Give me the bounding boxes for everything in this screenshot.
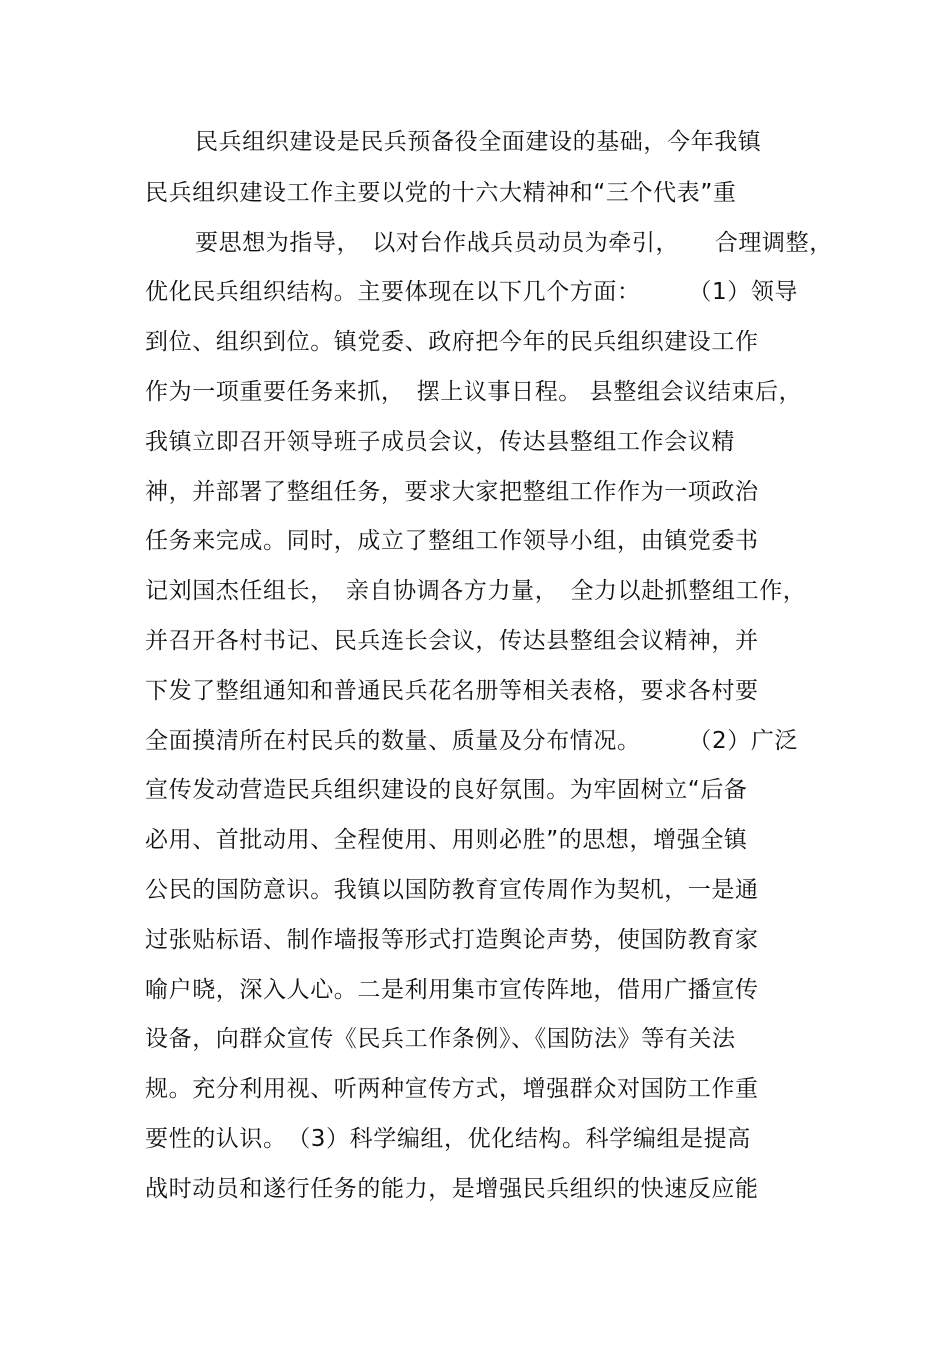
text-line: 优化民兵组织结构。主要体现在以下几个方面： （1）领导 [145,279,799,305]
text-line: 下发了整组通知和普通民兵花名册等相关表格，要求各村要 [145,678,759,704]
text-line: 作为一项重要任务来抓， 摆上议事日程。 县整组会议结束后， [145,379,803,405]
text-line: 必用、首批动用、全程使用、用则必胜”的思想，增强全镇 [145,827,748,853]
text-line: 规。充分利用视、听两种宣传方式，增强群众对国防工作重 [145,1076,759,1102]
text-line: 民兵组织建设工作主要以党的十六大精神和“三个代表”重 [145,180,737,206]
text-line: 设备，向群众宣传《民兵工作条例》、《国防法》等有关法 [145,1026,736,1052]
text-line: 记刘国杰任组长， 亲自协调各方力量， 全力以赴抓整组工作， [145,578,807,604]
text-line: 任务来完成。同时，成立了整组工作领导小组，由镇党委书 [145,528,759,554]
text-line: 喻户晓，深入人心。二是利用集市宣传阵地，借用广播宣传 [145,977,759,1003]
text-line: 要性的认识。 （3）科学编组，优化结构。科学编组是提高 [145,1126,751,1152]
text-line: 民兵组织建设是民兵预备役全面建设的基础，今年我镇 [195,129,762,155]
text-line: 神，并部署了整组任务，要求大家把整组工作作为一项政治 [145,479,759,505]
text-line: 并召开各村书记、民兵连长会议，传达县整组会议精神，并 [145,628,759,654]
text-line: 战时动员和遂行任务的能力，是增强民兵组织的快速反应能 [145,1176,759,1202]
text-line: 公民的国防意识。我镇以国防教育宣传周作为契机，一是通 [145,877,759,903]
text-line: 宣传发动营造民兵组织建设的良好氛围。为牢固树立“后备 [145,777,748,803]
text-line: 过张贴标语、制作墙报等形式打造舆论声势，使国防教育家 [145,927,759,953]
text-line: 要思想为指导， 以对台作战兵员动员为牵引， 合理调整， [195,230,833,256]
text-line: 全面摸清所在村民兵的数量、质量及分布情况。 （2）广泛 [145,728,799,754]
text-line: 到位、组织到位。镇党委、政府把今年的民兵组织建设工作 [145,329,759,355]
text-line: 我镇立即召开领导班子成员会议，传达县整组工作会议精 [145,429,735,455]
